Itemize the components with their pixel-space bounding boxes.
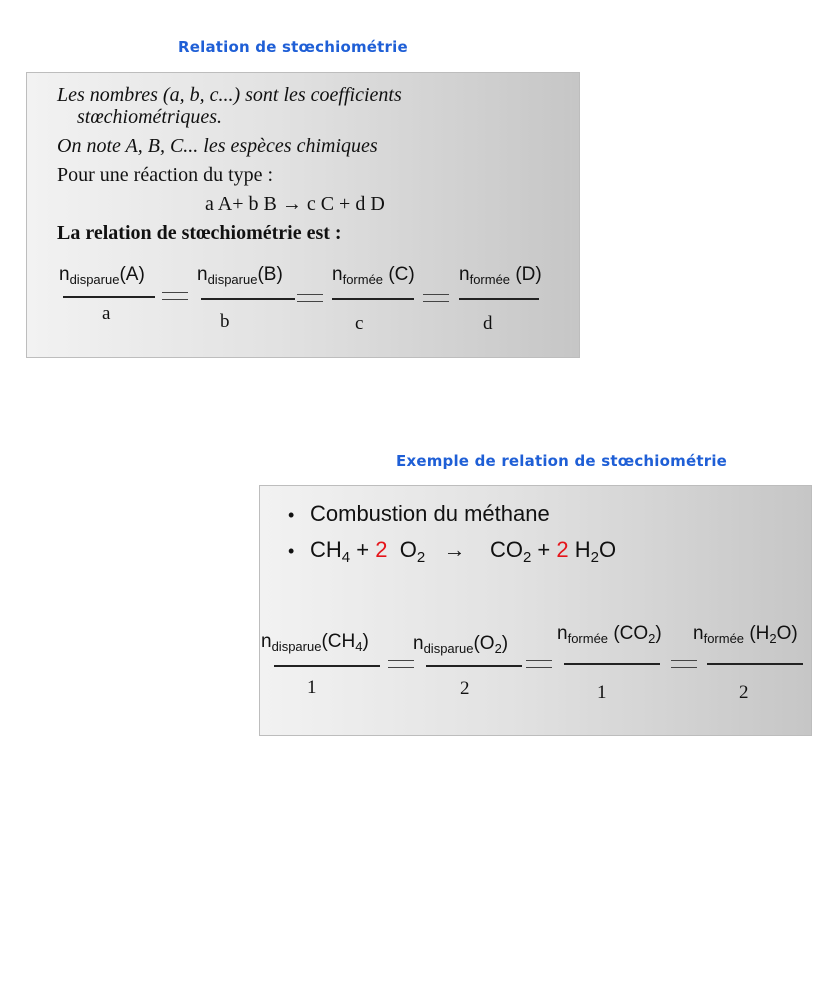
fraction-bar-a <box>63 296 155 298</box>
numerator-h2o: $n_{formée}$ $(H_2O)$ <box>693 623 798 646</box>
coefficients-text-cont: stœchiométriques. <box>77 106 222 128</box>
general-equation: a A+ b B → c C + d D <box>205 193 385 215</box>
numerator-ch4: $n_{disparue}(CH_4)$ <box>261 631 369 654</box>
equals-sign-1b <box>162 299 188 300</box>
bullet-dot-2: • <box>288 541 295 561</box>
denominator-d: d <box>483 313 493 334</box>
equals-sign-4b <box>388 667 414 668</box>
numerator-co2: $n_{formée}$ $(CO_2)$ <box>557 623 662 646</box>
fraction-bar-d <box>459 298 539 300</box>
fraction-bar-b <box>201 298 295 300</box>
denominator-h2o: 2 <box>739 682 749 703</box>
combustion-text: Combustion du méthane <box>310 501 550 526</box>
denominator-b: b <box>220 311 230 332</box>
fraction-bar-o2 <box>426 665 522 667</box>
section-title-example: Exemple de relation de stœchiométrie <box>396 452 728 470</box>
equals-sign-2a <box>297 294 323 295</box>
relation-heading: La relation de stœchiométrie est : <box>57 222 342 244</box>
numerator-b: $n_{disparue}(B)$ <box>197 264 283 287</box>
example-panel <box>259 485 812 736</box>
equals-sign-5b <box>526 667 552 668</box>
fraction-bar-ch4 <box>274 665 380 667</box>
denominator-ch4: 1 <box>307 677 317 698</box>
equals-sign-5a <box>526 660 552 661</box>
numerator-c: $n_{formée}$ (C) <box>332 264 415 287</box>
arrow-icon: → <box>443 537 466 562</box>
equals-sign-4a <box>388 660 414 661</box>
denominator-o2: 2 <box>460 678 470 699</box>
equals-sign-6b <box>671 667 697 668</box>
bullet-dot-1: • <box>288 505 295 525</box>
denominator-a: a <box>102 303 111 324</box>
equals-sign-1a <box>162 292 188 293</box>
methane-reaction: $CH_4 + 2$ $O_2$ → $CO_2 + 2$ $H_2O$ <box>310 537 617 566</box>
fraction-bar-c <box>332 298 414 300</box>
equals-sign-6a <box>671 660 697 661</box>
denominator-co2: 1 <box>597 682 607 703</box>
numerator-d: $n_{formée}$ (D) <box>459 264 542 287</box>
fraction-bar-h2o <box>707 663 803 665</box>
species-text: On note A, B, C... les espèces chimiques <box>57 135 378 157</box>
equals-sign-3b <box>423 301 449 302</box>
numerator-o2: $n_{disparue}(O_2)$ <box>413 633 509 656</box>
section-title-relation: Relation de stœchiométrie <box>178 38 408 56</box>
reaction-type-text: Pour une réaction du type : <box>57 164 274 186</box>
fraction-bar-co2 <box>564 663 660 665</box>
numerator-a: $n_{disparue}(A)$ <box>59 264 145 287</box>
stoichiometry-panel <box>26 72 580 358</box>
equals-sign-3a <box>423 294 449 295</box>
denominator-c: c <box>355 313 364 334</box>
equals-sign-2b <box>297 301 323 302</box>
coefficients-text: Les nombres (a, b, c...) sont les coefficients <box>57 84 402 106</box>
